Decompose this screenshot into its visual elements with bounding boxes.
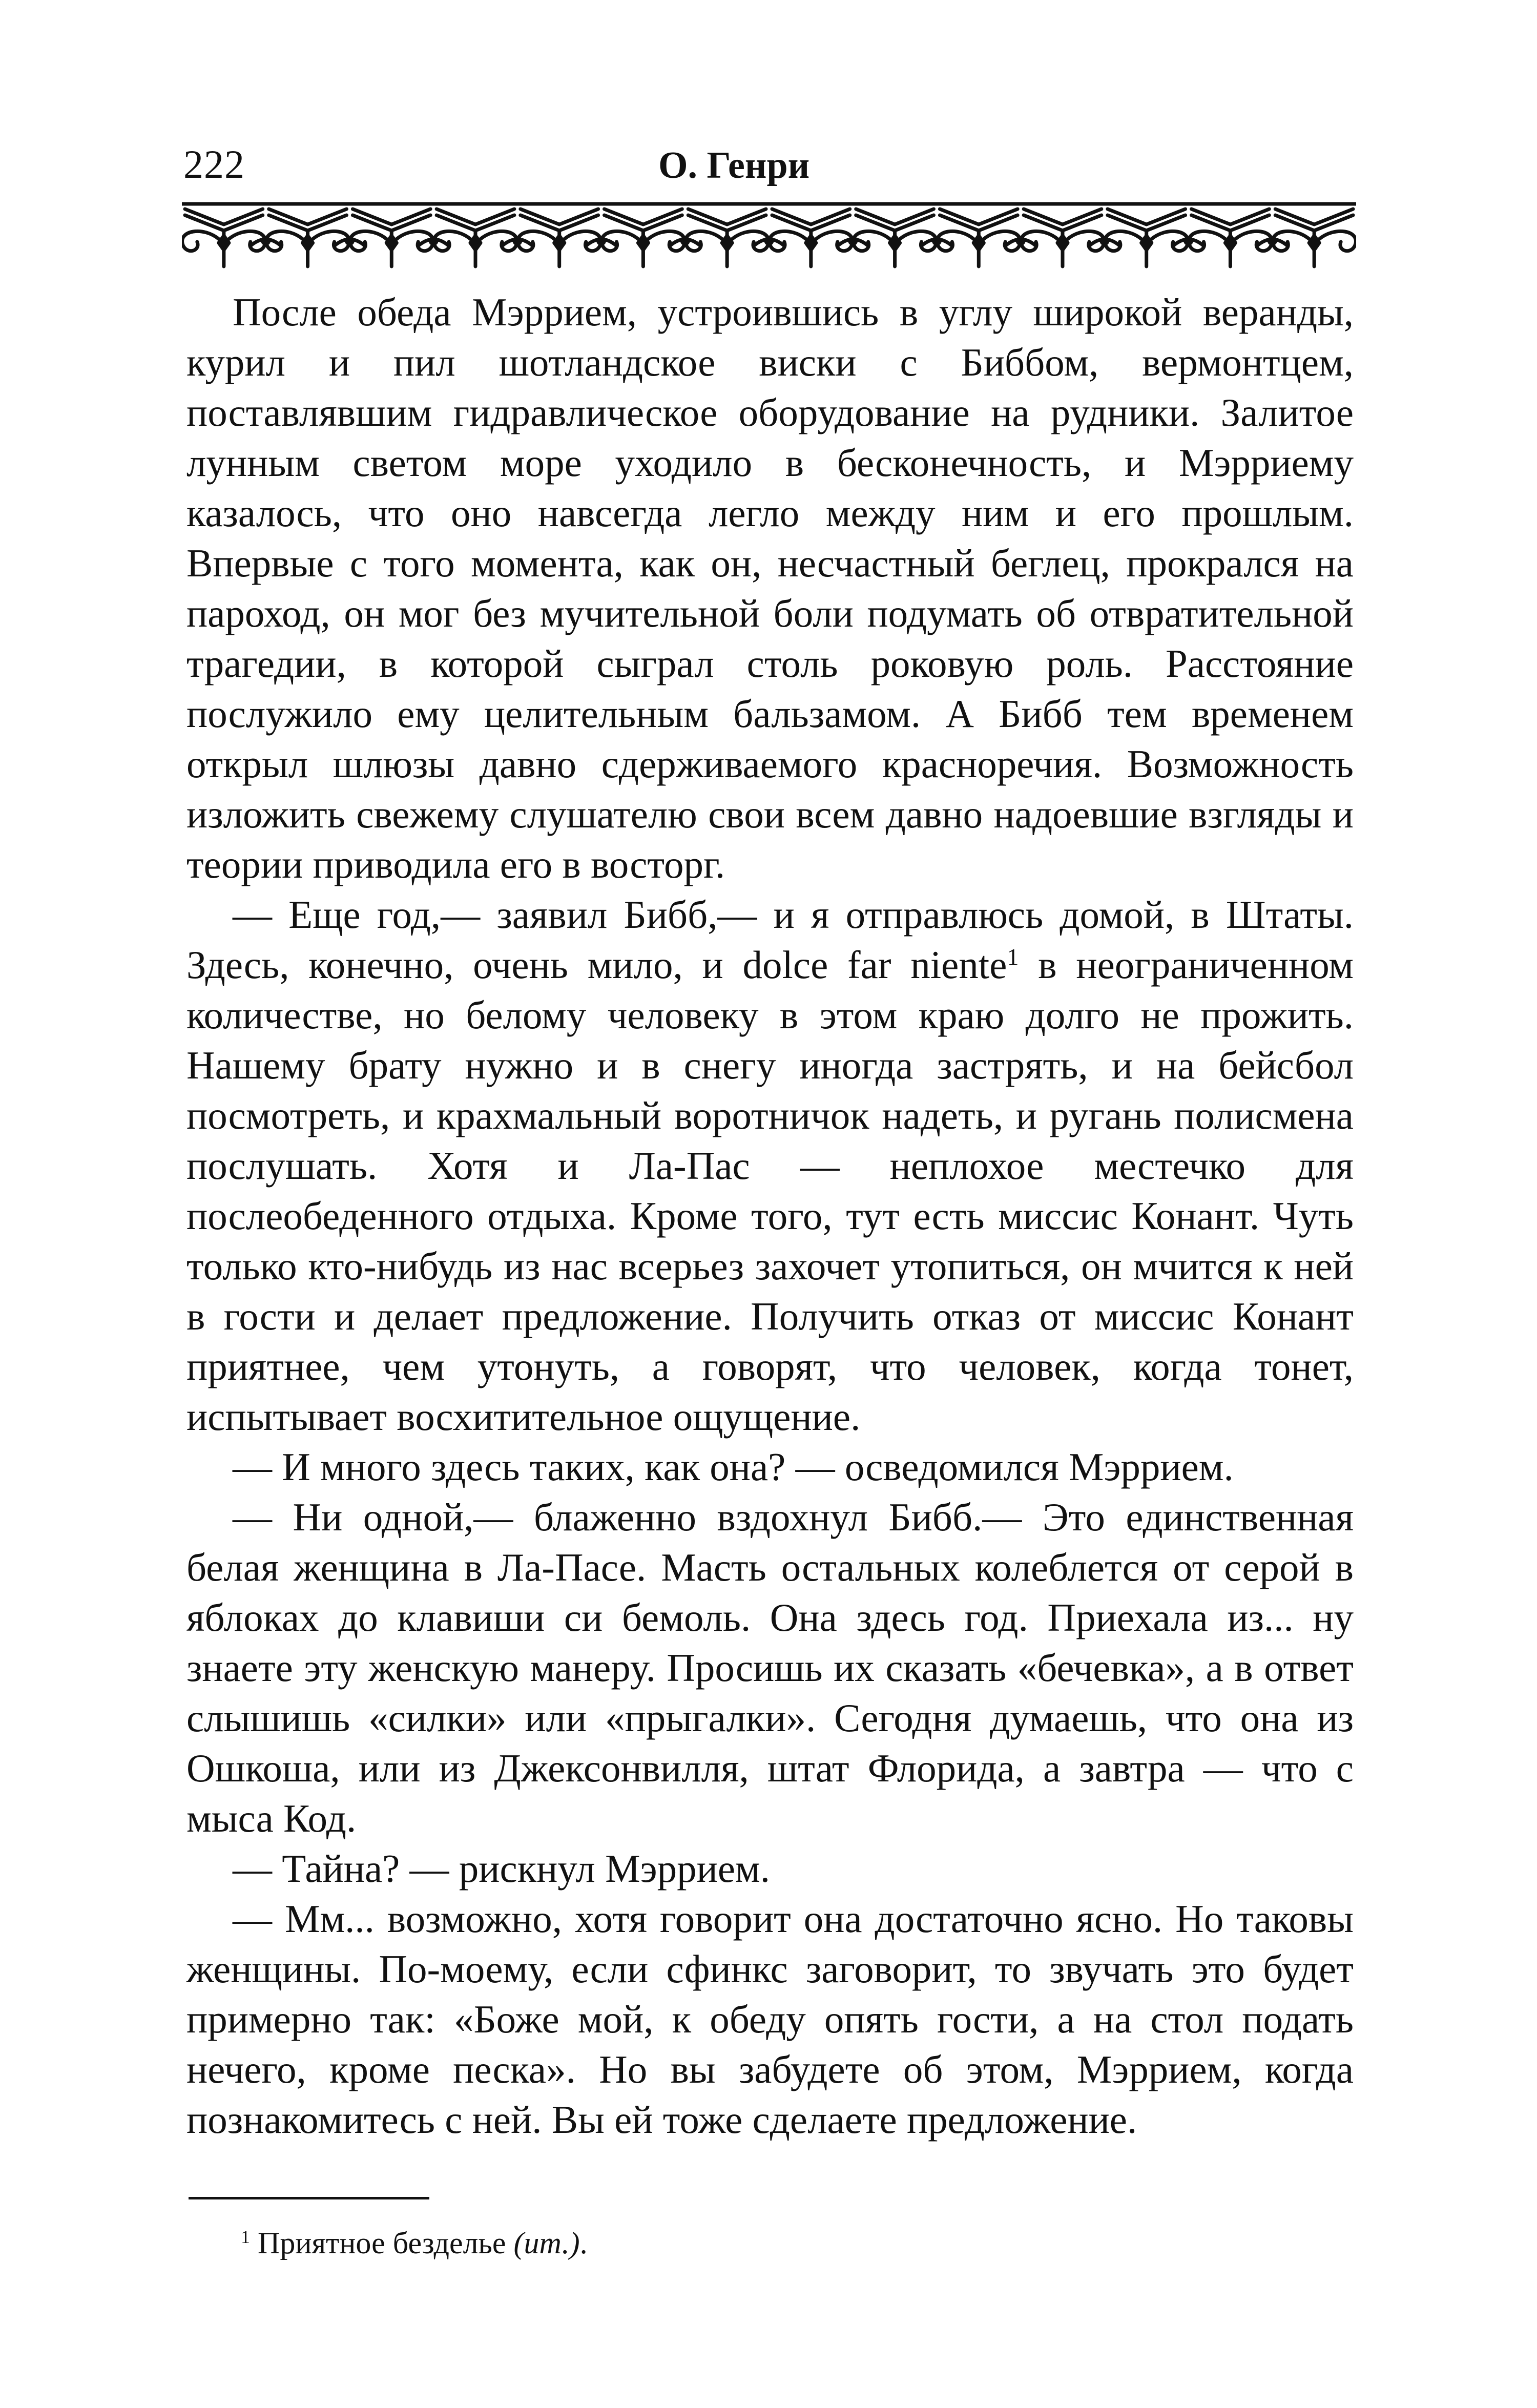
footnote-end: . [579, 2226, 588, 2260]
page-number: 222 [183, 142, 245, 186]
paragraph: — Ни одной,— блаженно вздохнул Бибб.— Это единственная белая женщина в Ла-Пасе. Масть остальных колеблется от серой в яблоках до клавиши си бемоль. Она здесь год. Приехала из... ну знаете эту женскую манеру. Просишь их сказать «бечевка», а в ответ слышишь «силки» или «прыгалки». Сегодня думаешь, что она из Ошкоша, или из Джексонвилля, штат Флорида, а завтра — что с мыса Код. [186, 1495, 1354, 1840]
paragraph: — И много здесь таких, как она? — осведомился Мэрриeм. [233, 1445, 1234, 1489]
paragraph: — Мм... возможно, хотя говорит она достаточно ясно. Но таковы женщины. По-моему, если сфинкс заговорит, то звучать это будет примерно так: «Боже мой, к обеду опять гости, а на стол подать нечего, кроме песка». Но вы забудете об этом, Мэрриeм, когда познакомитесь с ней. Вы ей тоже сделаете предложение. [186, 1897, 1354, 2142]
paragraph-text: — Еще год,— заявил Бибб,— и я отправлюсь домой, в Штаты. Здесь, конечно, очень мило, и dolce far niente [186, 892, 1354, 987]
ornament-pattern [182, 204, 1356, 266]
footnote-marker: 1 [241, 2227, 250, 2248]
paragraph: После обеда Мэрриeм, устроившись в углу широкой веранды, курил и пил шотландское виски с Биббом, вермонтцем, поставлявшим гидравлическое оборудование на рудники. Залитое лунным светом море уходило в бесконечность, и Мэрриему казалось, что оно навсегда легло между ним и его прошлым. Впервые с того момента, как он, несчастный беглец, прокрался на пароход, он мог без мучительной боли подумать об отвратительной трагедии, в которой сыграл столь роковую роль. Расстояние послужило ему целительным бальзамом. А Бибб тем временем открыл шлюзы давно сдерживаемого красноречия. Возможность изложить свежему слушателю свои всем давно надоевшие взгляды и теории приводила его в восторг. [186, 290, 1354, 886]
footnote-text: Приятное безделье [258, 2226, 514, 2260]
paragraph: — Тайна? — рискнул Мэрриeм. [233, 1846, 770, 1891]
footnote-rule [189, 2197, 429, 2199]
paragraph-text: в неограниченном количестве, но белому человеку в этом краю долго не прожить. Нашему брату нужно и в снегу иногда застрять, и на бейсбол посмотреть, и крахмальный воротничок надеть, и ругань полисмена послушать. Хотя и Ла-Пас — неплохое местечко для послеобеденного отдыха. Кроме того, тут есть миссис Конант. Чуть только кто-нибудь из нас всерьез захочет утопиться, он мчится к ней в гости и делает предложение. Получить отказ от миссис Конант приятнее, чем утонуть, а говорят, что человек, когда тонет, испытывает восхитительное ощущение. [186, 943, 1354, 1439]
running-head: О. Генри [658, 144, 810, 186]
footnote [241, 2226, 588, 2260]
paragraph [186, 889, 1354, 1442]
footnote-source-note: (ит.) [513, 2226, 580, 2260]
footnote-reference: 1 [1007, 944, 1019, 970]
body-text [186, 287, 1354, 2145]
